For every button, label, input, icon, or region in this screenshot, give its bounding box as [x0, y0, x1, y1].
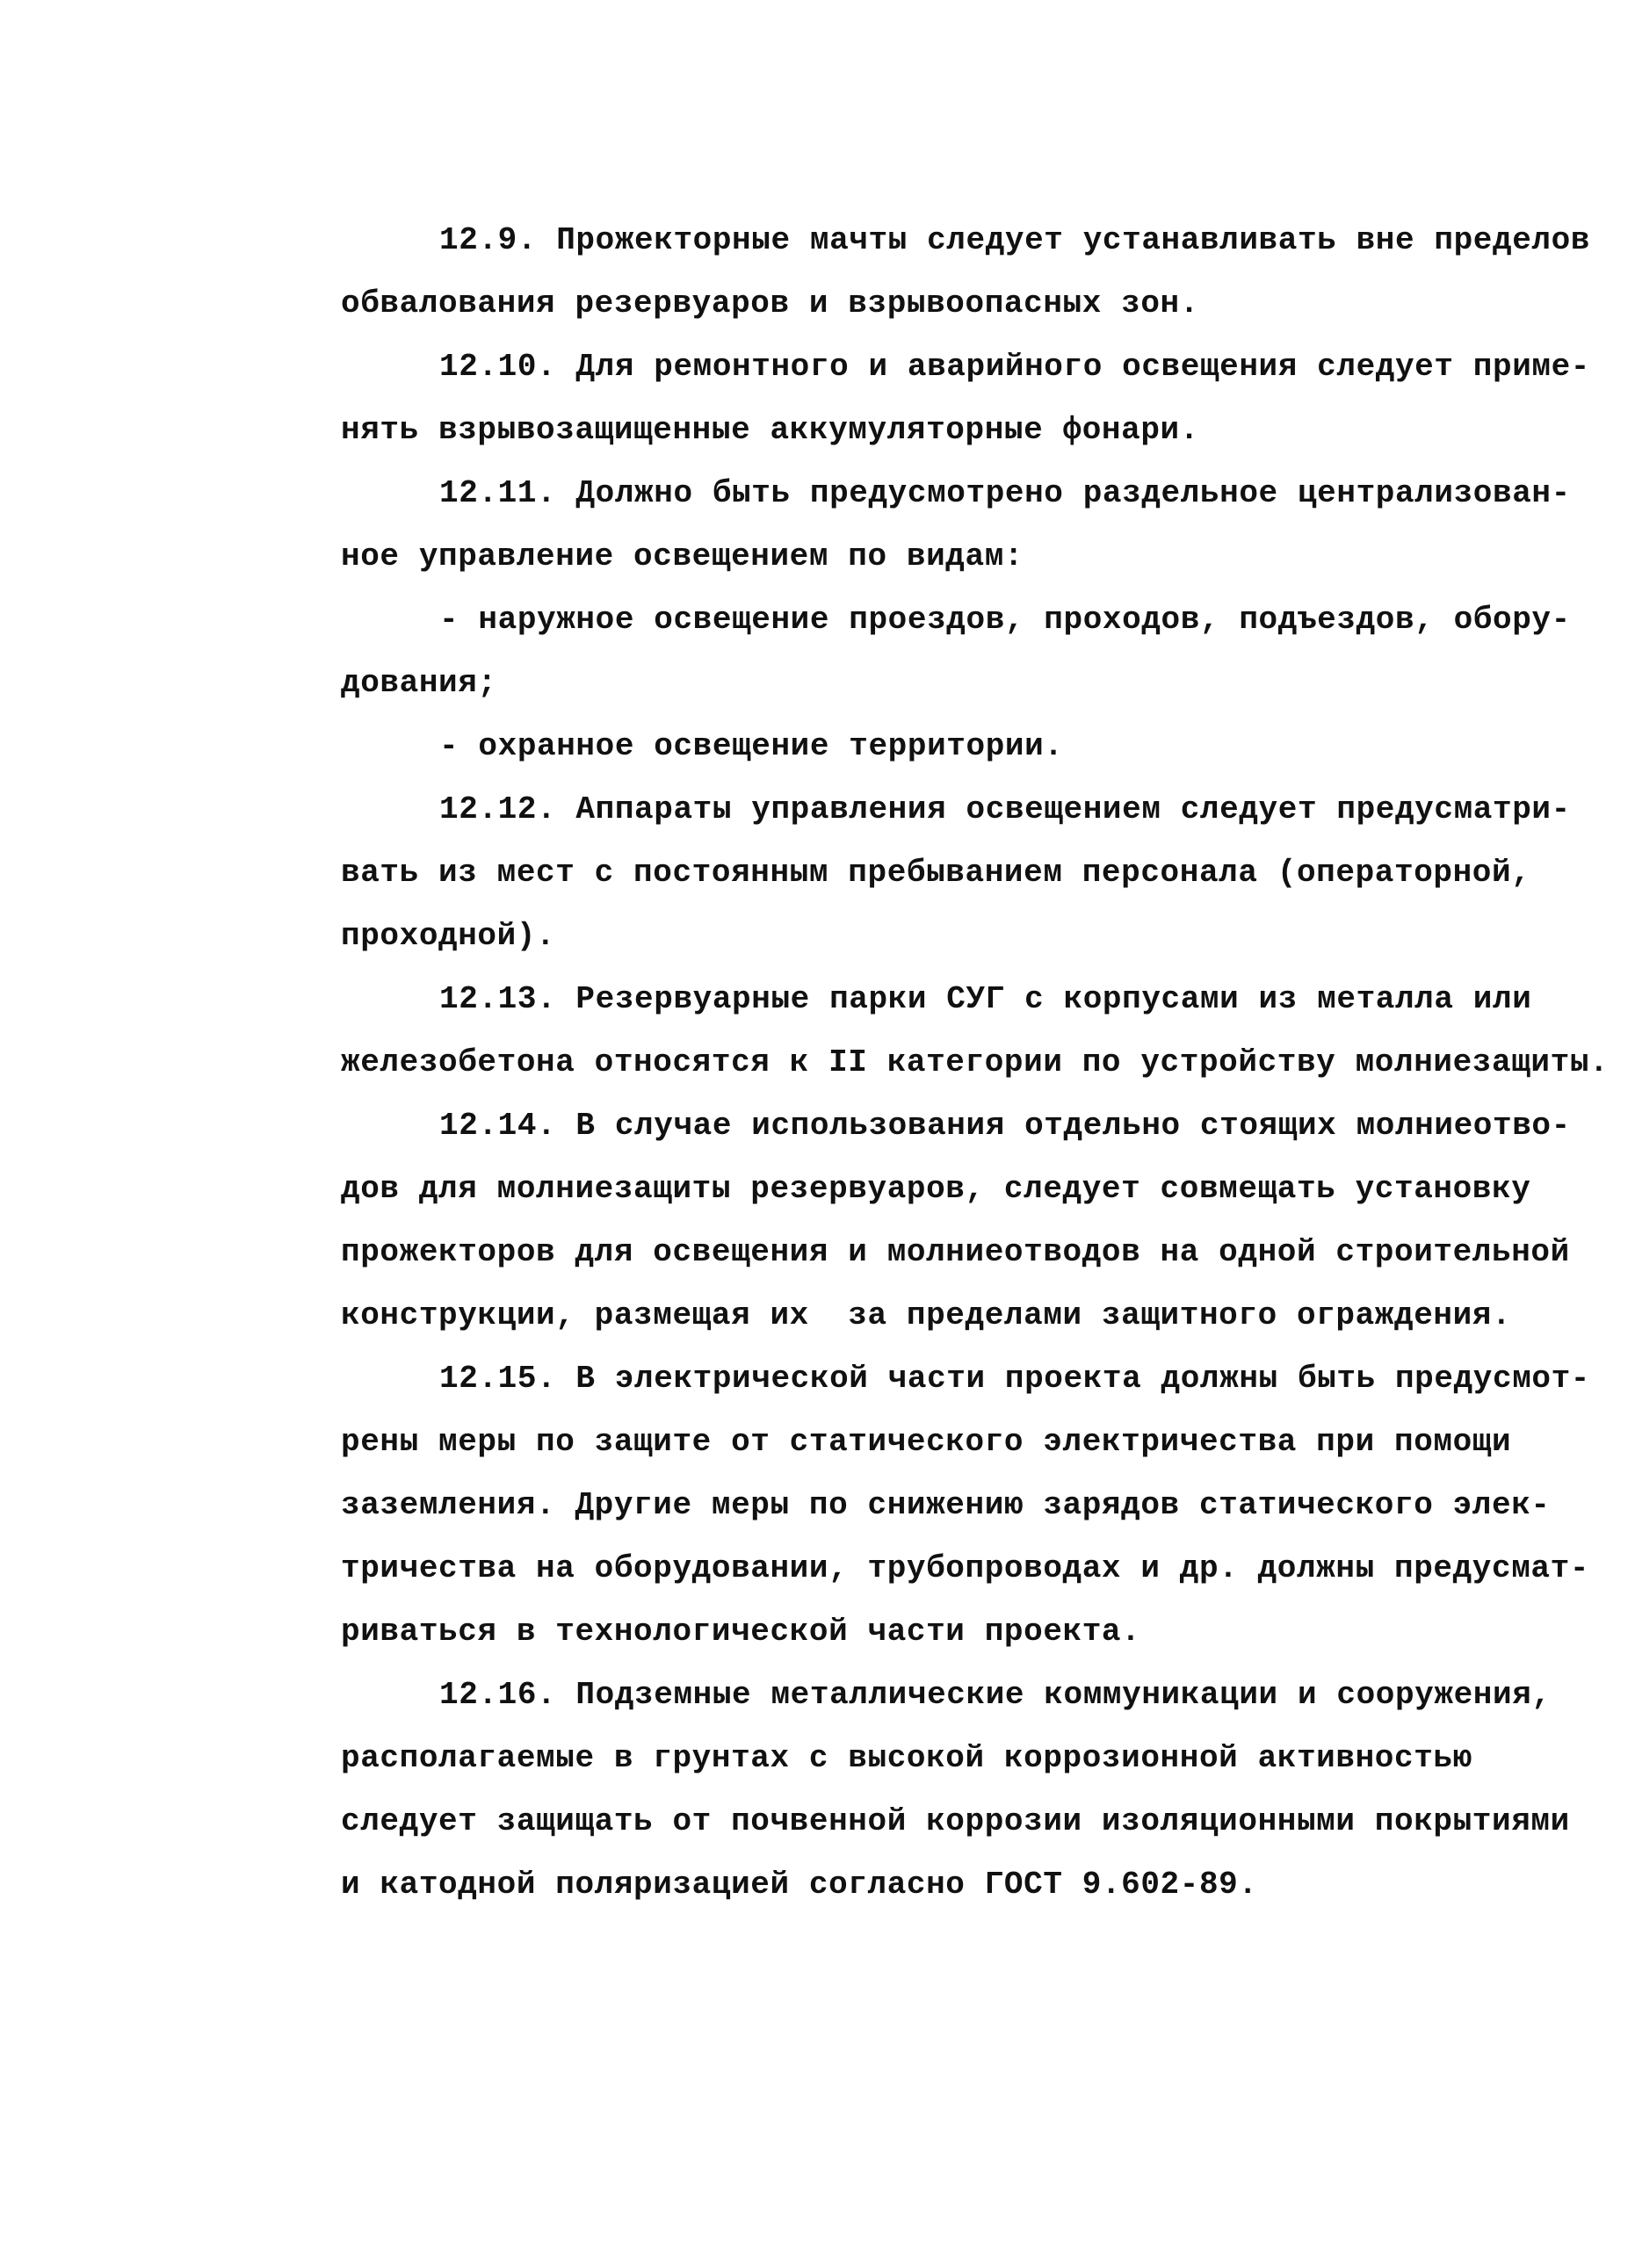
text-line: конструкции, размещая их за пределами защитного ограждения. [341, 1297, 1512, 1333]
text-line: 12.14. В случае использования отдельно стоящих молниеотво- [439, 1108, 1571, 1144]
text-line: 12.12. Аппараты управления освещением следует предусматри- [439, 791, 1571, 827]
text-line: 12.13. Резервуарные парки СУГ с корпусами из металла или [439, 981, 1532, 1017]
text-line: дования; [341, 665, 497, 701]
text-line: нять взрывозащищенные аккумуляторные фонари. [341, 412, 1199, 448]
text-line: тричества на оборудовании, трубопроводах и др. должны предусмат- [341, 1550, 1590, 1586]
text-line: 12.10. Для ремонтного и аварийного освещения следует приме- [439, 349, 1591, 385]
text-line: рены меры по защите от статического электричества при помощи [341, 1424, 1512, 1460]
text-line: заземления. Другие меры по снижению зарядов статического элек- [341, 1487, 1551, 1523]
text-line: 12.16. Подземные металлические коммуникации и сооружения, [439, 1677, 1552, 1713]
text-line: железобетона относятся к II категории по устройству молниезащиты. [341, 1044, 1610, 1080]
text-line: следует защищать от почвенной коррозии изоляционными покрытиями [341, 1803, 1570, 1839]
text-line: располагаемые в грунтах с высокой коррозионной активностью [341, 1740, 1472, 1776]
document-page [341, 209, 1610, 1917]
text-line: - охранное освещение территории. [439, 728, 1064, 764]
text-line: и катодной поляризацией согласно ГОСТ 9.602-89. [341, 1867, 1258, 1903]
text-line: риваться в технологической части проекта. [341, 1614, 1141, 1650]
text-line: 12.15. В электрической части проекта должны быть предусмот- [439, 1361, 1591, 1397]
text-line: проходной). [341, 918, 556, 954]
text-line: вать из мест с постоянным пребыванием персонала (операторной, [341, 855, 1531, 891]
text-line: 12.11. Должно быть предусмотрено раздельное централизован- [439, 475, 1571, 511]
text-line: - наружное освещение проездов, проходов, подъездов, обору- [439, 602, 1571, 638]
text-line: ное управление освещением по видам: [341, 538, 1024, 574]
text-line: 12.9. Прожекторные мачты следует устанавливать вне пределов [439, 222, 1591, 258]
text-line: обвалования резервуаров и взрывоопасных зон. [341, 285, 1199, 321]
text-line: дов для молниезащиты резервуаров, следует совмещать установку [341, 1171, 1531, 1207]
text-line: прожекторов для освещения и молниеотводов на одной строительной [341, 1234, 1570, 1270]
